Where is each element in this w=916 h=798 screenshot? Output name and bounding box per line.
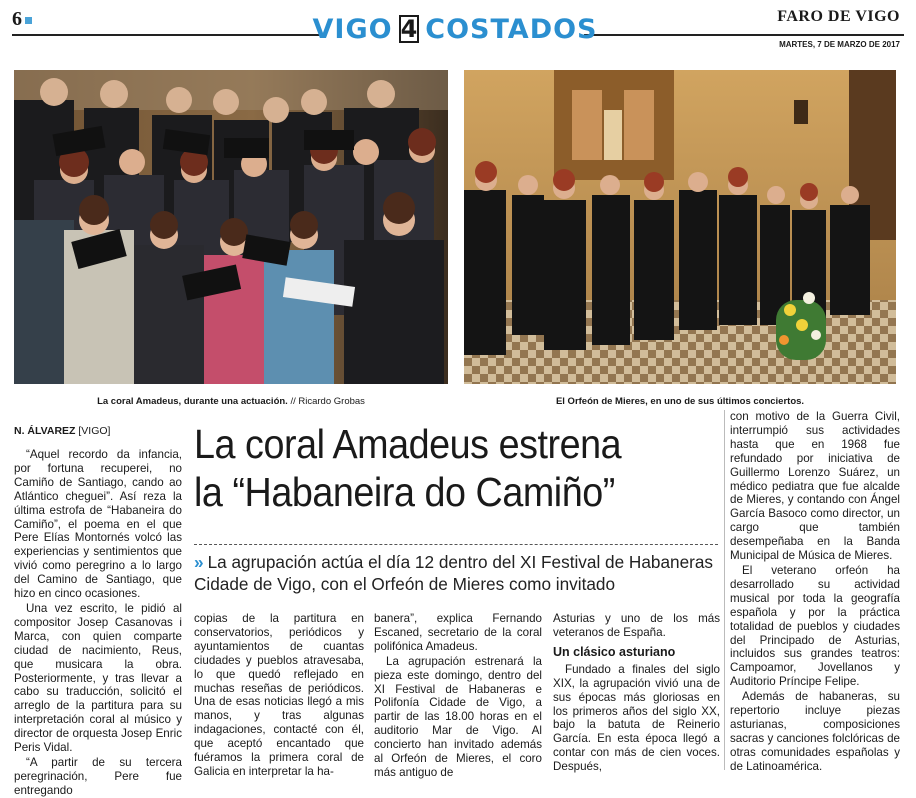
photo-orfeon-mieres: [464, 70, 896, 384]
paragraph: banera”, explica Fernando Escaned, secretario de la coral polifónica Amadeus.: [374, 612, 542, 653]
standfirst: [194, 551, 724, 595]
headline: [194, 420, 682, 516]
headline-line-1: La coral Amadeus estrena: [194, 421, 622, 467]
paragraph: copias de la partitura en conservatorios, periódicos y ayuntamientos de cuantas ciudades y pueblos atravesaba, lo que quedó reflejado en muchas reseñas de periódicos. Una de esas noticias llegó a mis manos, y tras algunas indagaciones, contacté con él, que aceptó encantado que fuéramos la primera coral de Galicia en interpretar la ha-: [194, 612, 364, 778]
article-column-1: [14, 448, 182, 797]
author: N. ÁLVAREZ: [14, 425, 76, 437]
article-column-4: [553, 612, 720, 774]
section-title: [312, 12, 598, 46]
paragraph: Asturias y uno de los más veteranos de España.: [553, 612, 720, 639]
page-number-marker: [25, 17, 32, 24]
subheading: Un clásico asturiano: [553, 644, 676, 659]
photo-credit: // Ricardo Grobas: [290, 396, 365, 407]
article-column-2: [194, 612, 364, 778]
newspaper-name: FARO DE VIGO: [777, 8, 900, 25]
article-column-3: [374, 612, 542, 779]
newspaper-brand: [777, 8, 900, 49]
headline-line-2: la “Habaneira do Camiño”: [194, 469, 615, 515]
section-title-number: 4: [400, 15, 418, 43]
paragraph: La agrupación estrenará la pieza este domingo, dentro del XI Festival de Habaneras e Polifonía Cidade de Vigo, a partir de las 18.00 horas en el auditorio Mar de Vigo. Al concierto han invitado además al Orfeón de Mieres, el coro más antiguo de: [374, 654, 542, 779]
article-column-5: [730, 410, 900, 773]
byline-city: [VIGO]: [78, 425, 111, 437]
column-divider: [724, 410, 725, 770]
paragraph: Una vez escrito, le pidió al compositor Josep Casanovas i Marca, con quien comparte ciudad de nacimiento, Reus, que musicara la obra. Posteriormente, y tras llevar a cabo su traducción, solicitó el arreglo de la partitura para su interpretación coral al músico y director de orquesta Josep Enric Peris Vidal.: [14, 601, 182, 755]
paragraph: “A partir de su tercera peregrinación, Pere fue entregando: [14, 755, 182, 797]
headline-divider: [194, 544, 718, 545]
caption-text: La coral Amadeus, durante una actuación.: [97, 396, 288, 407]
paragraph: con motivo de la Guerra Civil, interrumpió sus actividades hasta que en 1968 fue refundado por iniciativa de Guillermo Lorenzo Suárez, un médico pediatra que fue alcalde de Mieres, y contando con Ángel García Basoco como director, un cargo que también desempeñaba en la Banda Municipal de Música de Mieres.: [730, 410, 900, 563]
section-title-vigo: VIGO: [312, 13, 393, 45]
issue-date: MARTES, 7 DE MARZO DE 2017: [779, 40, 900, 49]
paragraph: “Aquel recordo da infancia, por fortuna recuperei, no Camiño de Santiago, cando ao Atlántico cheguei”. Así reza la última estrofa de “Habaneira do Camiño”, el poema en el que Pere Elías Montornés volcó las experiencias y sentimientos que vivió como peregrino a lo largo del Camino de Santiago, que hizo en cinco ocasiones.: [14, 448, 182, 601]
paragraph: Fundado a finales del siglo XIX, la agrupación vivió una de sus épocas más gloriosas en los primeros años del siglo XX, bajo la batuta de Reinerio García. En esta época llegó a contar con más de cien voces. Después,: [553, 662, 720, 774]
page-number: 6: [12, 8, 32, 31]
photo-caption-right: [464, 396, 896, 407]
photo-coral-amadeus: [14, 70, 448, 384]
byline: [14, 425, 110, 437]
paragraph: El veterano orfeón ha desarrollado su actividad musical por toda la geografía española y por la práctica totalidad de pueblos y ciudades del Principado de Asturias, incluidos sus grandes teatros: Campoamor, Jovellanos y Auditorio Príncipe Felipe.: [730, 563, 900, 689]
photo-caption-left: [14, 396, 448, 407]
standfirst-marker: »: [194, 552, 204, 572]
section-title-costados: COSTADOS: [425, 13, 598, 45]
standfirst-text: La agrupación actúa el día 12 dentro del XI Festival de Habaneras Cidade de Vigo, con el Orfeón de Mieres como invitado: [194, 552, 714, 594]
caption-text: El Orfeón de Mieres, en uno de sus últimos conciertos.: [555, 396, 805, 407]
paragraph: Además de habaneras, su repertorio incluye piezas asturianas, composiciones sacras y canciones folclóricas de otras comunidades españolas y de Latinoamérica.: [730, 690, 900, 773]
